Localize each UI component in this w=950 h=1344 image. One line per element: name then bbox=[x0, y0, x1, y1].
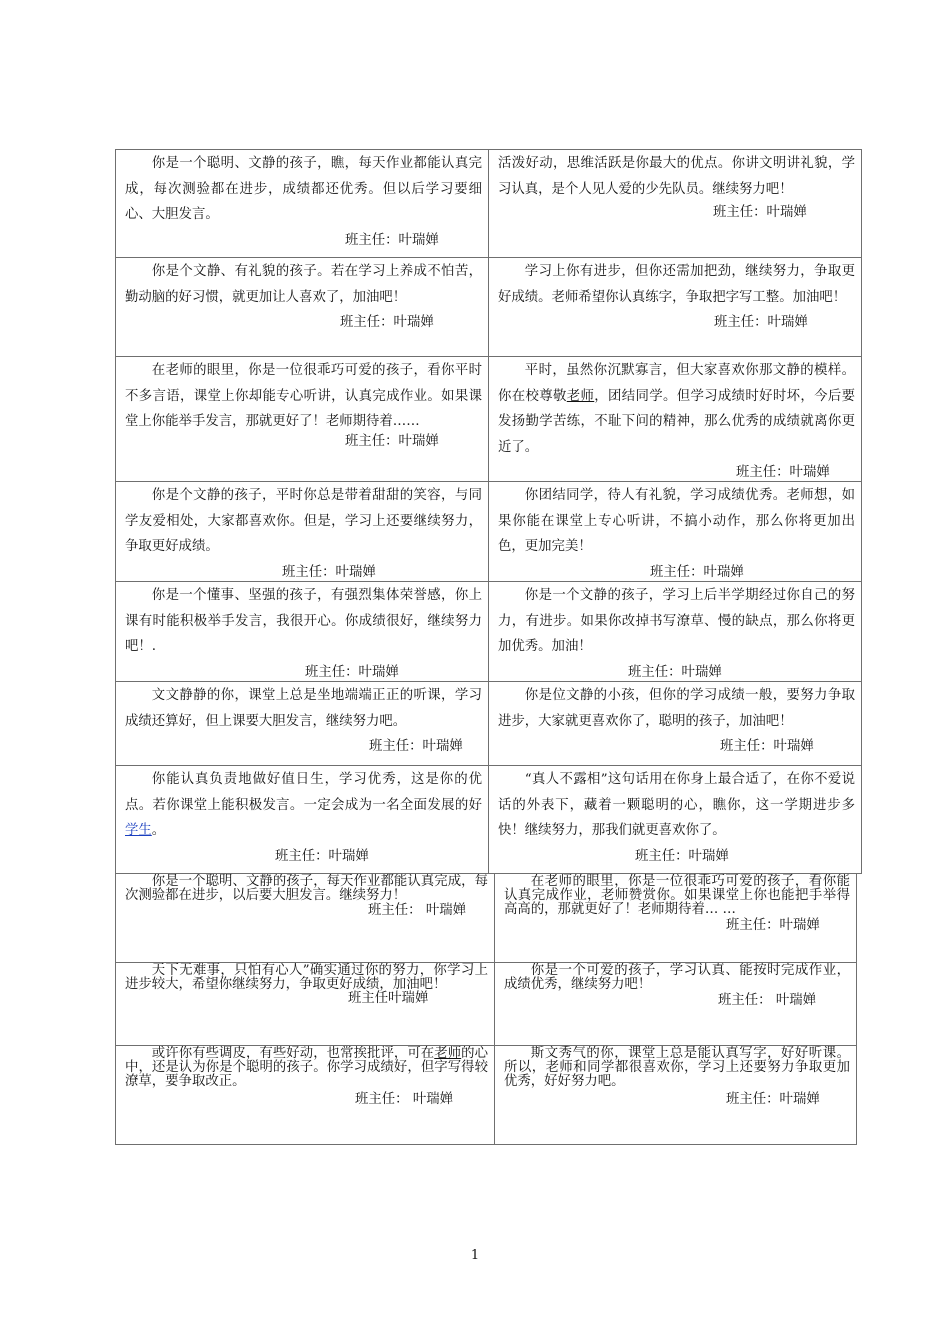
comment-text: 在老师的眼里，你是一位很乖巧可爱的孩子，看你能认真完成作业，老师赞赏你。如果课堂上你也能把手举得高高的，那就更好了！老师期待着… … bbox=[504, 874, 850, 918]
comment-text: 你能认真负责地做好值日生，学习优秀，这是你的优点。若你课堂上能积极发言。一定会成为一名全面发展的好学生。 bbox=[125, 772, 482, 838]
comment-text: “真人不露相”这句话用在你身上最合适了，在你不爱说话的外表下，藏着一颗聪明的心，瞧你，这一学期进步多快！继续努力，那我们就更喜欢你了。 bbox=[498, 772, 855, 838]
comment-cell bbox=[494, 1045, 857, 1145]
signature: 班主任：叶瑞婵 bbox=[628, 664, 722, 680]
signature: 班主任：叶瑞婵 bbox=[369, 739, 463, 754]
comment-cell bbox=[488, 481, 862, 582]
signature: 班主任：叶瑞婵 bbox=[305, 664, 399, 680]
comment-cell bbox=[115, 149, 489, 258]
comment-text: 你是一个懂事、坚强的孩子，有强烈集体荣誉感，你上课有时能积极举手发言，我很开心。你成绩很好，继续努力吧！. bbox=[125, 588, 482, 654]
comment-text: 你团结同学，待人有礼貌，学习成绩优秀。老师想，如果你能在课堂上专心听讲，不搞小动作，那么你将更加出色，更加完美！ bbox=[498, 488, 855, 554]
comment-text: 活泼好动，思维活跃是你最大的优点。你讲文明讲礼貌，学习认真，是个人见人爱的少先队员。继续努力吧！ bbox=[498, 156, 855, 197]
comment-text: 你是个文静、有礼貌的孩子。若在学习上养成不怕苦，勤动脑的好习惯，就更加让人喜欢了，加油吧！ bbox=[125, 264, 482, 305]
signature: 班主任：叶瑞婵 bbox=[275, 848, 369, 864]
signature: 班主任：叶瑞婵 bbox=[345, 433, 439, 449]
signature: 班主任：叶瑞婵 bbox=[720, 739, 814, 754]
signature: 班主任：叶瑞婵 bbox=[340, 315, 434, 330]
comment-cell bbox=[115, 257, 489, 357]
comment-cell bbox=[494, 962, 857, 1046]
signature: 班主任：叶瑞婵 bbox=[714, 315, 808, 330]
comment-text: 你是一个聪明、文静的孩子，每天作业都能认真完成，每次测验都在进步，以后要大胆发言。继续努力！ bbox=[125, 874, 488, 904]
comment-text: 你是一个可爱的孩子，学习认真、能按时完成作业，成绩优秀，继续努力吧！ bbox=[504, 963, 850, 993]
signature: 班主任叶瑞婵 bbox=[348, 991, 429, 1007]
signature: 班主任： 叶瑞婵 bbox=[368, 903, 466, 919]
signature: 班主任： 叶瑞婵 bbox=[355, 1091, 453, 1107]
comment-cell bbox=[115, 481, 489, 582]
comment-cell bbox=[494, 873, 857, 963]
signature: 班主任：叶瑞婵 bbox=[635, 848, 729, 864]
comment-cell bbox=[115, 765, 489, 874]
signature: 班主任：叶瑞婵 bbox=[345, 232, 439, 248]
signature: 班主任：叶瑞婵 bbox=[282, 564, 376, 580]
comment-text: 斯文秀气的你，课堂上总是能认真写字，好好听课。所以，老师和同学都很喜欢你，学习上还要努力争取更加优秀，好好努力吧。 bbox=[504, 1046, 850, 1090]
comment-text: 文文静静的你，课堂上总是坐地端端正正的听课，学习成绩还算好，但上课要大胆发言，继续努力吧。 bbox=[125, 688, 482, 729]
comment-cell bbox=[488, 356, 862, 482]
signature: 班主任： 叶瑞婵 bbox=[718, 993, 816, 1009]
comment-cell bbox=[115, 356, 489, 482]
signature: 班主任：叶瑞婵 bbox=[650, 564, 744, 580]
signature: 班主任：叶瑞婵 bbox=[736, 465, 830, 480]
comment-cell bbox=[115, 681, 489, 766]
comment-cell bbox=[488, 765, 862, 874]
comment-cell bbox=[488, 681, 862, 766]
comment-cell bbox=[115, 962, 495, 1046]
signature: 班主任：叶瑞婵 bbox=[726, 1091, 820, 1107]
page-number: 1 bbox=[470, 1248, 480, 1263]
comment-text: 在老师的眼里，你是一位很乖巧可爱的孩子，看你平时不多言语，课堂上你却能专心听讲，认真完成作业。如果课堂上你能举手发言，那就更好了！老师期待着…… bbox=[125, 363, 482, 429]
comment-text: 你是个文静的孩子，平时你总是带着甜甜的笑容，与同学友爱相处，大家都喜欢你。但是，学习上还要继续努力，争取更好成绩。 bbox=[125, 488, 482, 554]
comment-text: 或许你有些调皮，有些好动，也常挨批评，可在老师的心中，还是认为你是个聪明的孩子。你学习成绩好，但字写得较潦草，要争取改正。 bbox=[125, 1046, 489, 1090]
comment-text: 平时，虽然你沉默寡言，但大家喜欢你那文静的模样。你在校尊敬老师，团结同学。但学习成绩时好时坏，今后要发扬勤学苦练，不耻下问的精神，那么优秀的成绩就离你更近了。 bbox=[498, 363, 856, 455]
student-link[interactable]: 学生 bbox=[125, 823, 152, 838]
comment-text: 你是位文静的小孩，但你的学习成绩一般，要努力争取进步，大家就更喜欢你了，聪明的孩子，加油吧！ bbox=[498, 688, 855, 729]
comment-cell bbox=[115, 1045, 495, 1145]
comment-text: 天下无难事，只怕有心人”确实通过你的努力，你学习上进步较大，希望你继续努力，争取更好成绩，加油吧！ bbox=[125, 963, 488, 993]
comment-text: 你是一个文静的孩子，学习上后半学期经过你自己的努力，有进步。如果你改掉书写潦草、慢的缺点，那么你将更加优秀。加油！ bbox=[498, 588, 855, 654]
comment-cell bbox=[115, 873, 495, 963]
teacher-link[interactable]: 老师 bbox=[566, 388, 595, 404]
comment-cell bbox=[488, 149, 862, 258]
comment-text: 学习上你有进步，但你还需加把劲，继续努力，争取更好成绩。老师希望你认真练字，争取把字写工整。加油吧！ bbox=[498, 264, 855, 305]
comment-text: 你是一个聪明、文静的孩子，瞧，每天作业都能认真完成，每次测验都在进步，成绩都还优秀。但以后学习要细心、大胆发言。 bbox=[125, 156, 482, 222]
comment-cell bbox=[488, 581, 862, 682]
teacher-link[interactable]: 老师 bbox=[434, 1046, 462, 1061]
comment-cell bbox=[488, 257, 862, 357]
signature: 班主任：叶瑞婵 bbox=[726, 917, 820, 933]
comment-cell bbox=[115, 581, 489, 682]
signature: 班主任：叶瑞婵 bbox=[713, 205, 807, 220]
